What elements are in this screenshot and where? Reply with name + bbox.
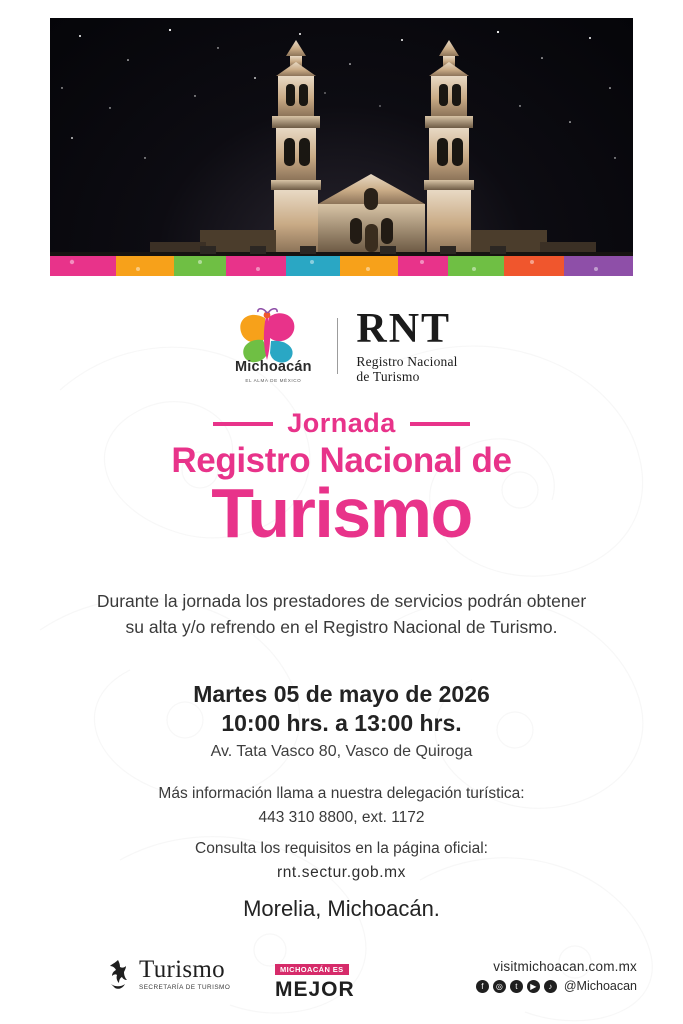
footer-turismo-title: Turismo <box>139 956 225 983</box>
instagram-icon[interactable]: ◎ <box>493 980 506 993</box>
footer-web-block <box>476 959 637 993</box>
twitter-icon[interactable]: t <box>510 980 523 993</box>
decorative-ribbon <box>50 256 633 276</box>
event-time: 10:00 hrs. a 13:00 hrs. <box>221 710 462 737</box>
footer-turismo-text <box>139 957 230 991</box>
footer-social-row <box>476 979 637 993</box>
dash-left-icon <box>213 422 273 426</box>
logo-divider <box>337 318 338 374</box>
kicker-row <box>0 408 683 439</box>
michoacan-tagline: EL ALMA DE MÉXICO <box>245 378 302 384</box>
footer-turismo-subtitle: SECRETARÍA DE TURISMO <box>139 984 231 991</box>
event-details <box>0 680 683 761</box>
youtube-icon[interactable]: ▶ <box>527 980 540 993</box>
info-url[interactable]: rnt.sectur.gob.mx <box>276 864 407 882</box>
michoacan-wordmark: Michoacán <box>235 359 312 376</box>
info-line1: Más información llama a nuestra delegación turística: <box>158 785 525 802</box>
event-date: Martes 05 de mayo de 2026 <box>193 681 490 707</box>
info-phone[interactable]: 443 310 8800, ext. 1172 <box>258 809 425 827</box>
tiktok-icon[interactable]: ♪ <box>544 980 557 993</box>
headline-line3: Turismo <box>211 474 472 552</box>
facebook-icon[interactable]: f <box>476 980 489 993</box>
footer-turismo-logo <box>105 957 230 991</box>
footer-website[interactable]: visitmichoacan.com.mx <box>493 959 637 974</box>
rnt-sub-line2: de Turismo <box>356 369 420 385</box>
footer <box>0 955 683 1013</box>
brand-logo-row <box>0 308 683 384</box>
info-line2: Consulta los requisitos en la página oficial: <box>195 840 488 858</box>
body-paragraph: Durante la jornada los prestadores de servicios podrán obtener su alta y/o refrendo en el Registro Nacional de Turismo. <box>96 591 587 638</box>
headline-block <box>0 408 683 552</box>
rnt-logo <box>354 308 457 384</box>
cathedral-silhouette <box>50 18 633 270</box>
headline-kicker: Jornada <box>287 408 396 438</box>
footer-mejor-badge: MICHOACÁN ES <box>275 964 349 975</box>
dash-right-icon <box>410 422 470 426</box>
footer-handle[interactable]: @Michoacan <box>563 979 637 993</box>
hero-photo <box>50 18 633 270</box>
footer-mejor-logo <box>275 959 395 1000</box>
footer-mejor-word: MEJOR <box>275 978 355 1001</box>
headline-line2: Registro Nacional de <box>171 441 512 480</box>
rnt-sub-line1: Registro Nacional <box>356 354 458 369</box>
contact-info <box>0 782 683 886</box>
michoacan-logo <box>225 308 321 384</box>
mexico-eagle-icon <box>105 957 131 991</box>
rnt-acronym: RNT <box>356 306 452 352</box>
city-line: Morelia, Michoacán. <box>243 896 440 921</box>
event-address: Av. Tata Vasco 80, Vasco de Quiroga <box>210 742 473 760</box>
